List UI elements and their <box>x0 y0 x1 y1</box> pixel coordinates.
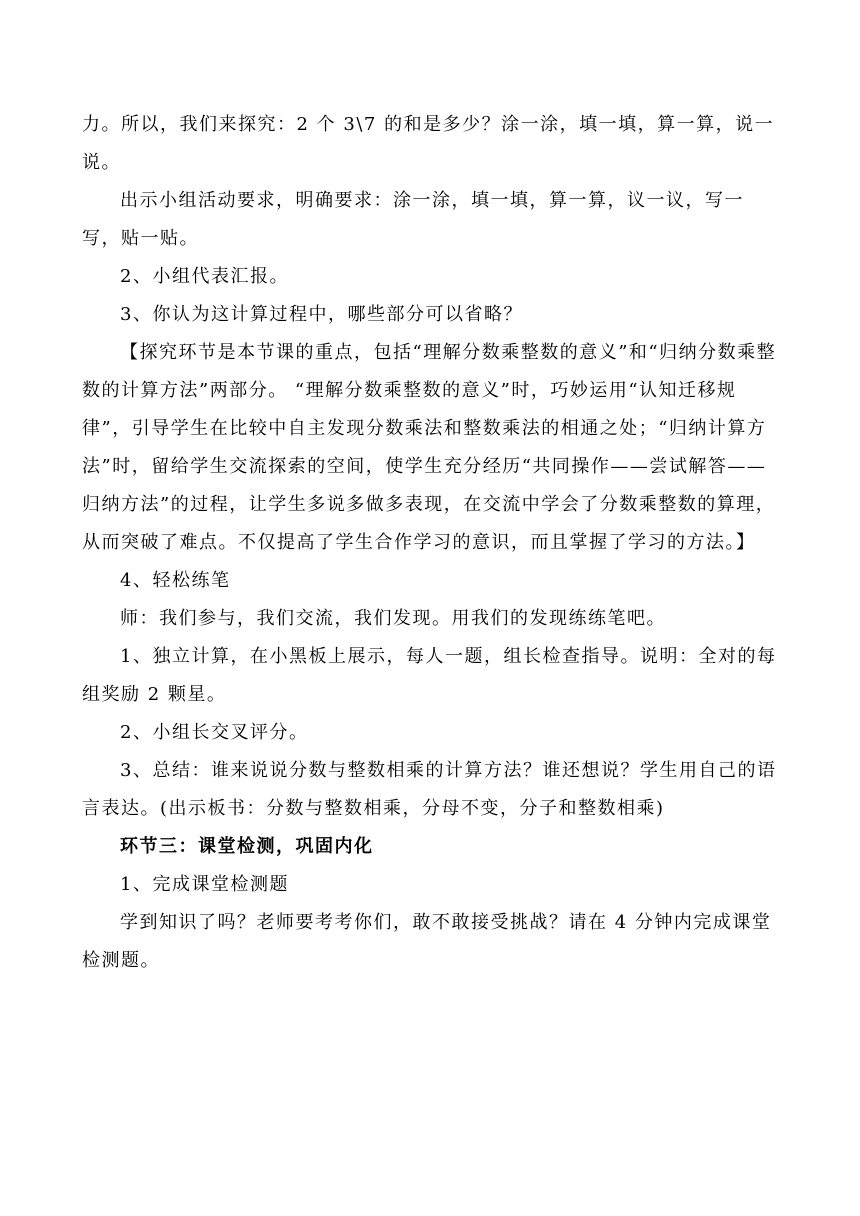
paragraph: 师：我们参与，我们交流，我们发现。用我们的发现练练笔吧。 <box>120 608 666 629</box>
paragraph: 1、完成课堂检测题 <box>120 874 289 895</box>
paragraph: 1、独立计算，在小黑板上展示，每人一题，组长检查指导。说明：全对的每组奖励 2 颗星。 <box>82 646 777 705</box>
paragraph: 3、你认为这计算过程中，哪些部分可以省略？ <box>120 304 523 325</box>
paragraph: 2、小组代表汇报。 <box>120 266 289 287</box>
paragraph: 2、小组长交叉评分。 <box>120 722 309 743</box>
paragraph: 出示小组活动要求，明确要求：涂一涂，填一填，算一算，议一议，写一写，贴一贴。 <box>82 190 744 249</box>
paragraph: 【探究环节是本节课的重点，包括“理解分数乘整数的意义”和“归纳分数乘整数的计算方法”两部分。 “理解分数乘整数的意义”时，巧妙运用“认知迁移规律”，引导学生在比较中自主发现分数乘法和整数乘法的相通之处；“归纳计算方法”时，留给学生交流探索的空间，使学生充分经历“共同操作——尝试解答——归纳方法”的过程，让学生多说多做多表现，在交流中学会了分数乘整数的算理，从而突破了难点。不仅提高了学生合作学习的意识，而且掌握了学习的方法。】 <box>82 342 777 553</box>
paragraph: 4、轻松练笔 <box>120 570 231 591</box>
document-body <box>82 106 778 980</box>
paragraph: 力。所以，我们来探究：2 个 3\7 的和是多少？涂一涂，填一填，算一算，说一说。 <box>82 114 775 173</box>
section-heading: 环节三：课堂检测，巩固内化 <box>120 836 374 857</box>
paragraph: 3、总结：谁来说说分数与整数相乘的计算方法？谁还想说？学生用自己的语言表达。(出示板书：分数与整数相乘，分母不变，分子和整数相乘) <box>82 760 777 819</box>
paragraph: 学到知识了吗？老师要考考你们，敢不敢接受挑战？请在 4 分钟内完成课堂检测题。 <box>82 912 772 971</box>
